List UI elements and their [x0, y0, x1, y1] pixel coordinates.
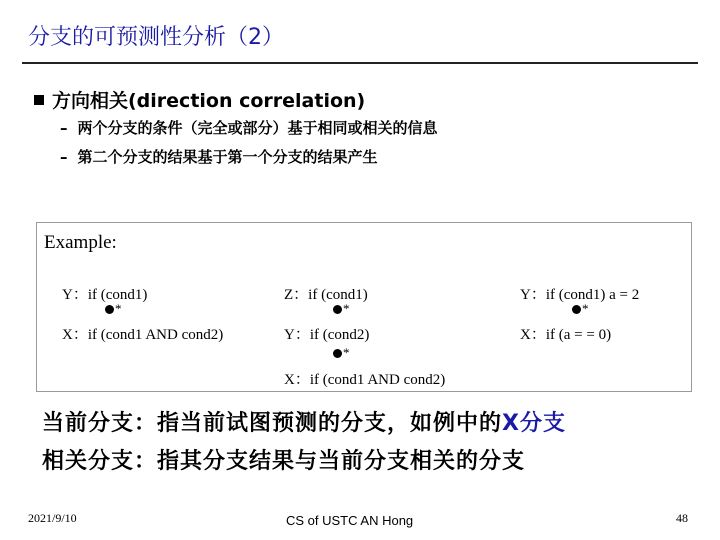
dependency-marker: * [572, 301, 589, 317]
sub-bullet-text: 两个分支的条件（完全或部分）基于相同或相关的信息 [77, 119, 438, 137]
title-divider [22, 62, 698, 64]
square-bullet-icon [34, 95, 44, 105]
dependency-marker: * [333, 301, 350, 317]
code-line: Z：if (cond1) [284, 287, 368, 303]
dot-icon [333, 349, 342, 358]
example-box [36, 222, 692, 392]
dot-icon [572, 305, 581, 314]
page-number: 48 [676, 511, 688, 525]
highlight-text: X分支 [502, 411, 566, 436]
code-line: Y：if (cond1) [62, 287, 148, 303]
footer-author: CS of USTC AN Hong [286, 513, 414, 528]
code-line: X：if (a = = 0) [520, 327, 612, 343]
sub-bullet-1 [60, 117, 438, 138]
slide-title: 分支的可预测性分析（2） [28, 25, 284, 50]
main-bullet-point [34, 86, 365, 113]
dash-marker: – [60, 118, 68, 137]
definition-current-branch: 当前分支：指当前试图预测的分支，如例中的X分支 [42, 411, 566, 436]
code-line: X：if (cond1 AND cond2) [62, 327, 224, 343]
dot-icon [333, 305, 342, 314]
dependency-marker: * [333, 345, 350, 361]
sub-bullet-2 [60, 146, 378, 167]
footer-date: 2021/9/10 [28, 511, 77, 525]
code-line: X：if (cond1 AND cond2) [284, 372, 446, 388]
main-bullet-text: 方向相关(direction correlation) [52, 90, 366, 112]
dash-marker: – [60, 147, 68, 166]
dependency-marker: * [105, 301, 122, 317]
definition-related-branch: 相关分支：指其分支结果与当前分支相关的分支 [42, 449, 526, 474]
dot-icon [105, 305, 114, 314]
code-line: Y：if (cond2) [284, 327, 370, 343]
sub-bullet-text: 第二个分支的结果基于第一个分支的结果产生 [77, 148, 378, 166]
example-label: Example: [44, 232, 117, 253]
code-line: Y：if (cond1) a = 2 [520, 287, 640, 303]
